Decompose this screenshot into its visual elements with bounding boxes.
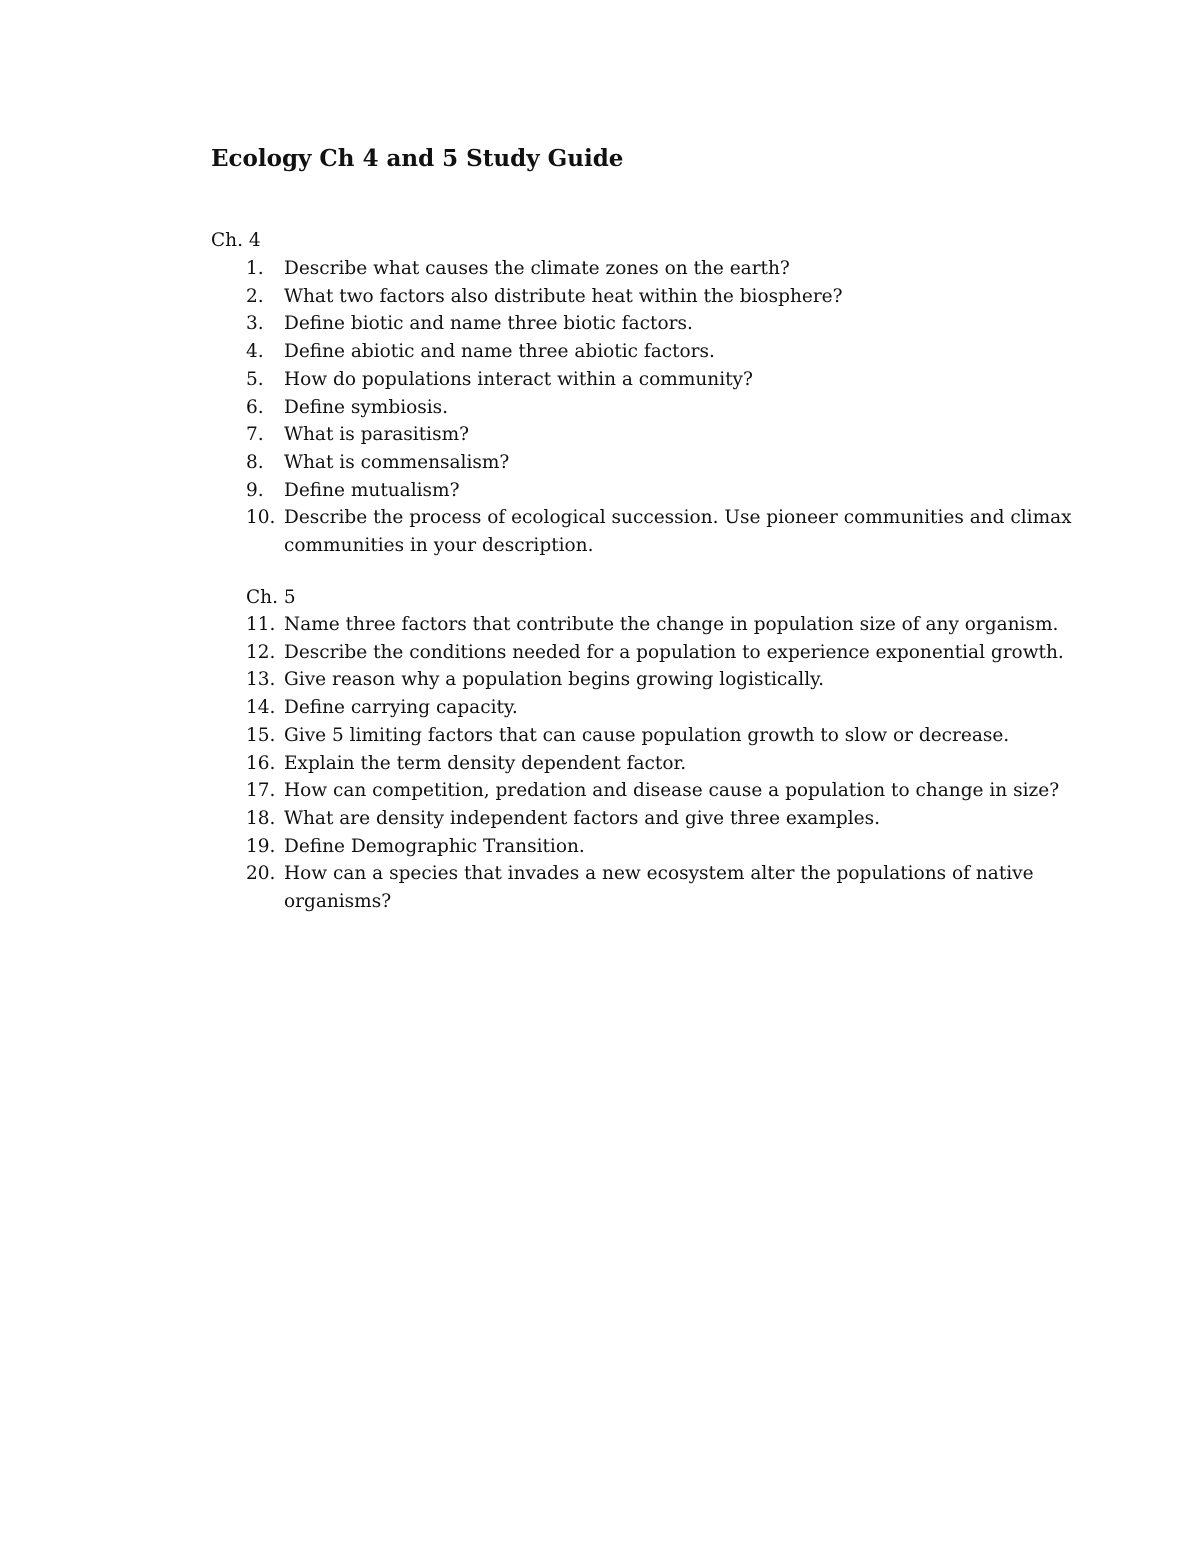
question-item: [246, 722, 1076, 750]
question-number: 5.: [246, 368, 264, 390]
page-title: Ecology Ch 4 and 5 Study Guide: [211, 145, 624, 172]
question-item: [246, 394, 1076, 422]
question-text: What two factors also distribute heat within the biosphere?: [284, 285, 843, 307]
question-text: Define biotic and name three biotic factors.: [284, 313, 693, 335]
question-number: 1.: [246, 258, 264, 279]
question-item: [246, 611, 1076, 639]
question-text: Describe the conditions needed for a population to experience exponential growth.: [284, 641, 1064, 663]
question-number: 15.: [246, 724, 276, 746]
question-list-ch4: [246, 255, 1076, 560]
question-text: Define mutualism?: [284, 479, 460, 501]
question-number: 9.: [246, 479, 264, 501]
question-text: Describe what causes the climate zones on the earth?: [284, 258, 790, 279]
question-item: [246, 283, 1076, 311]
question-text: Define Demographic Transition.: [284, 835, 585, 857]
section-heading-ch5: Ch. 5: [246, 587, 296, 608]
question-text: Give reason why a population begins growing logistically.: [284, 669, 824, 691]
question-number: 18.: [246, 807, 276, 829]
question-text: How can a species that invades a new ecosystem alter the populations of native organisms?: [284, 863, 1034, 913]
question-number: 16.: [246, 752, 276, 774]
question-item: [246, 366, 1076, 394]
question-text: How do populations interact within a community?: [284, 368, 753, 390]
question-number: 19.: [246, 835, 276, 857]
question-text: How can competition, predation and disease cause a population to change in size?: [284, 780, 1060, 802]
question-number: 7.: [246, 424, 264, 446]
question-number: 12.: [246, 641, 276, 663]
section-heading-ch4: Ch. 4: [211, 230, 261, 251]
question-item: [246, 421, 1076, 449]
question-list-ch5: [246, 611, 1076, 916]
question-item: [246, 477, 1076, 505]
question-item: [246, 639, 1076, 667]
question-text: Name three factors that contribute the change in population size of any organism.: [284, 614, 1059, 635]
question-item: [246, 833, 1076, 861]
question-number: 6.: [246, 396, 264, 418]
question-text: Define abiotic and name three abiotic factors.: [284, 341, 715, 363]
question-number: 3.: [246, 313, 264, 335]
question-text: What is commensalism?: [284, 451, 510, 473]
question-item: [246, 338, 1076, 366]
question-item: [246, 310, 1076, 338]
question-number: 10.: [246, 507, 276, 529]
question-item: [246, 750, 1076, 778]
question-number: 17.: [246, 780, 276, 802]
question-text: What are density independent factors and give three examples.: [284, 807, 880, 829]
question-text: Define symbiosis.: [284, 396, 449, 418]
question-text: What is parasitism?: [284, 424, 470, 446]
question-text: Explain the term density dependent factor.: [284, 752, 687, 774]
question-item: [246, 255, 1076, 283]
question-item: [246, 449, 1076, 477]
question-text: Give 5 limiting factors that can cause population growth to slow or decrease.: [284, 724, 1010, 746]
question-item: [246, 694, 1076, 722]
question-item: [246, 777, 1076, 805]
question-number: 13.: [246, 669, 276, 691]
question-number: 4.: [246, 341, 264, 363]
question-item: [246, 860, 1076, 915]
question-item: [246, 666, 1076, 694]
question-number: 11.: [246, 614, 276, 635]
question-number: 20.: [246, 863, 276, 885]
question-number: 14.: [246, 697, 276, 719]
question-number: 2.: [246, 285, 264, 307]
question-text: Define carrying capacity.: [284, 697, 518, 719]
question-number: 8.: [246, 451, 264, 473]
question-text: Describe the process of ecological succession. Use pioneer communities and climax communities in your description.: [284, 507, 1072, 557]
question-item: [246, 504, 1076, 559]
question-item: [246, 805, 1076, 833]
